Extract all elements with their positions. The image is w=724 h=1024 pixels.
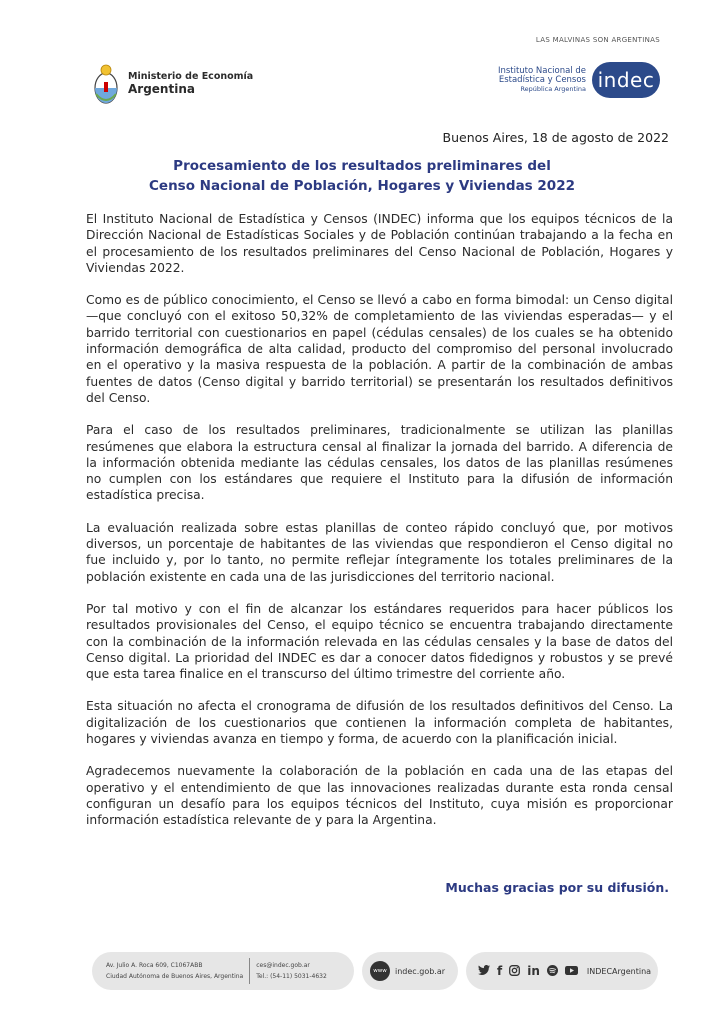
paragraph: Agradecemos nuevamente la colaboración de la población en cada una de las etapas del operativo y el entendimiento de que las innovaciones realizadas durante esta ronda censal configuran un desafío para los equipos técnicos del Instituto, cuya misión es proporcionar información estadística relevante de y para la Argentina. [86, 764, 673, 828]
linkedin-icon[interactable]: in [527, 964, 540, 978]
social-handle: INDECArgentina [586, 966, 652, 976]
facebook-icon[interactable]: f [497, 964, 503, 978]
website-label: indec.gob.ar [395, 966, 446, 976]
phone-number: Tel.: (54-11) 5031-4632 [256, 973, 327, 980]
title-line-1: Procesamiento de los resultados preliminares del [173, 158, 551, 174]
document-body [86, 211, 673, 845]
email-link[interactable]: ces@indec.gob.ar [256, 962, 310, 969]
paragraph: Esta situación no afecta el cronograma de difusión de los resultados definitivos del Censo. La digitalización de los cuestionarios que contienen la información completa de habitantes, hogares y viviendas avanza en tiempo y forma, de acuerdo con la planificación inicial. [86, 699, 673, 747]
ministry-logo [92, 62, 253, 106]
twitter-icon[interactable] [478, 965, 490, 978]
paragraph: La evaluación realizada sobre estas planillas de conteo rápido concluyó que, por motivos diversos, un porcentaje de habitantes de las viviendas que respondieron el Censo digital no fue incluido y, por lo tanto, no permite reflejar íntegramente los totales preliminares de la población existente en cada una de las jurisdicciones del territorio nacional. [86, 520, 673, 584]
document-title [86, 156, 638, 196]
paragraph: Como es de público conocimiento, el Censo se llevó a cabo en forma bimodal: un Censo digital —que concluyó con el exitoso 50,32% de completamiento de las viviendas esperadas— y el barrido territorial con cuestionarios en papel (cédulas censales) de los cuales se ha obtenido información demográfica de alta calidad, producto del compromiso del personal involucrado en el operativo y la masiva respuesta de la población. A partir de la combinación de ambas fuentes de datos (Censo digital y barrido territorial) se presentarán los resultados definitivos del Censo. [86, 293, 673, 405]
paragraph: Por tal motivo y con el fin de alcanzar los estándares requeridos para hacer públicos los resultados provisionales del Censo, el equipo técnico se encuentra trabajando directamente con la combinación de la información relevada en las cédulas censales y la base de datos del Censo digital. La prioridad del INDEC es dar a conocer datos fidedignos y robustos y se prevé que esta tarea finalice en el transcurso del último trimestre del corriente año. [86, 601, 673, 682]
title-line-2: Censo Nacional de Población, Hogares y Viviendas 2022 [149, 178, 575, 194]
social-links [466, 952, 658, 990]
website-link[interactable] [362, 952, 458, 990]
country-name: Argentina [128, 81, 195, 96]
coat-of-arms-icon [92, 62, 120, 106]
indec-name-line3: República Argentina [520, 85, 586, 94]
footer-address-pill [92, 952, 354, 990]
document-date: Buenos Aires, 18 de agosto de 2022 [442, 130, 669, 145]
ministry-name: Ministerio de Economía [128, 70, 254, 82]
divider [249, 958, 250, 984]
youtube-icon[interactable] [565, 965, 578, 977]
indec-name-line1: Instituto Nacional de [497, 65, 586, 76]
www-icon: www [370, 961, 390, 981]
footer [92, 952, 658, 990]
paragraph: El Instituto Nacional de Estadística y Censos (INDEC) informa que los equipos técnicos de la Dirección Nacional de Estadísticas Sociales y de Población continúan trabajando a la fecha en el procesamiento de los resultados preliminares del Censo Nacional de Población, Hogares y Viviendas 2022. [86, 212, 673, 275]
indec-name-line2: Estadística y Censos [498, 74, 586, 85]
tagline: LAS MALVINAS SON ARGENTINAS [535, 36, 660, 44]
indec-logo [498, 62, 660, 98]
closing-thanks: Muchas gracias por su difusión. [445, 880, 669, 895]
address-line-1: Av. Julio A. Roca 609, C1067ABB [106, 962, 203, 969]
address-line-2: Ciudad Autónoma de Buenos Aires, Argentina [106, 973, 244, 980]
indec-badge: indec [592, 62, 660, 98]
instagram-icon[interactable] [509, 965, 520, 978]
paragraph: Para el caso de los resultados preliminares, tradicionalmente se utilizan las planillas resúmenes que elabora la estructura censal al finalizar la jornada del barrido. A diferencia de la información obtenida mediante las cédulas censales, los datos de las planillas resúmenes no cumplen con los estándares que requiere el Instituto para la difusión de información estadística precisa. [86, 423, 673, 503]
spotify-icon[interactable] [547, 965, 558, 978]
